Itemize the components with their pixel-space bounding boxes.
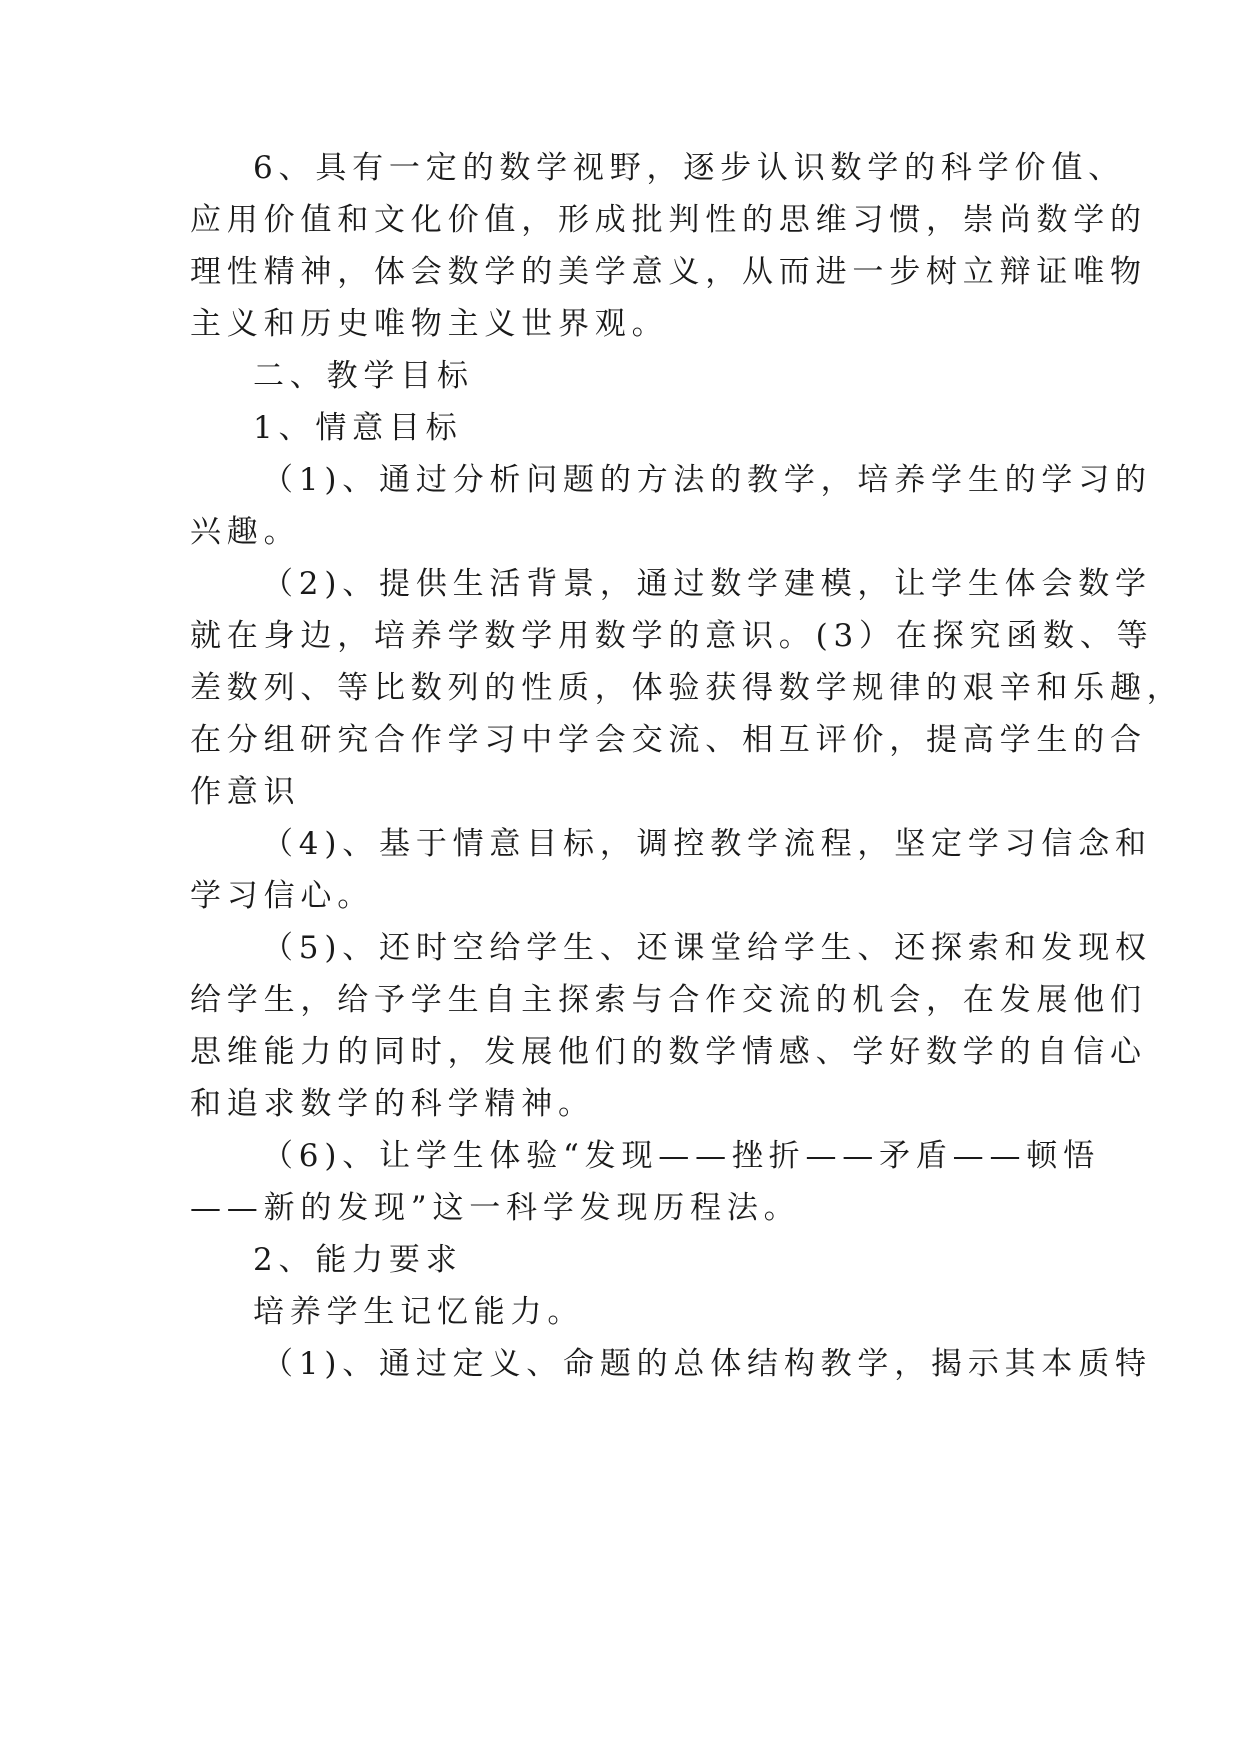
paragraph-line: （1)、通过定义、命题的总体结构教学，揭示其本质特 bbox=[262, 1346, 1152, 1382]
paragraph-line: （6)、让学生体验“发现——挫折——矛盾——顿悟 bbox=[262, 1138, 1100, 1174]
paragraph-line: 在分组研究合作学习中学会交流、相互评价，提高学生的合 bbox=[190, 722, 1147, 758]
paragraph-line: ——新的发现”这一科学发现历程法。 bbox=[190, 1190, 801, 1226]
paragraph-line: 给学生，给予学生自主探索与合作交流的机会，在发展他们 bbox=[190, 982, 1147, 1018]
paragraph-line: 学习信心。 bbox=[190, 878, 374, 914]
paragraph-line: （2)、提供生活背景，通过数学建模，让学生体会数学 bbox=[262, 566, 1152, 602]
paragraph-line: 就在身边，培养学数学用数学的意识。(3）在探究函数、等 bbox=[190, 618, 1154, 654]
subsection-heading: 2、能力要求 bbox=[253, 1242, 463, 1278]
paragraph-line: （1)、通过分析问题的方法的教学，培养学生的学习的 bbox=[262, 462, 1152, 498]
paragraph-line: 主义和历史唯物主义世界观。 bbox=[190, 306, 669, 342]
paragraph-line: 差数列、等比数列的性质，体验获得数学规律的艰辛和乐趣， bbox=[190, 670, 1184, 706]
section-heading: 二、教学目标 bbox=[253, 358, 474, 394]
subsection-heading: 1、情意目标 bbox=[253, 410, 463, 446]
paragraph-line: 应用价值和文化价值，形成批判性的思维习惯，崇尚数学的 bbox=[190, 202, 1147, 238]
paragraph-line: 思维能力的同时，发展他们的数学情感、学好数学的自信心 bbox=[190, 1034, 1147, 1070]
paragraph-line: 和追求数学的科学精神。 bbox=[190, 1086, 595, 1122]
paragraph-line: 培养学生记忆能力。 bbox=[253, 1294, 585, 1330]
paragraph-line: （5)、还时空给学生、还课堂给学生、还探索和发现权 bbox=[262, 930, 1152, 966]
paragraph-line: 6、具有一定的数学视野，逐步认识数学的科学价值、 bbox=[253, 150, 1125, 186]
paragraph-line: 兴趣。 bbox=[190, 514, 301, 550]
paragraph-line: 理性精神，体会数学的美学意义，从而进一步树立辩证唯物 bbox=[190, 254, 1147, 290]
paragraph-line: （4)、基于情意目标，调控教学流程，坚定学习信念和 bbox=[262, 826, 1152, 862]
paragraph-line: 作意识 bbox=[190, 774, 301, 810]
